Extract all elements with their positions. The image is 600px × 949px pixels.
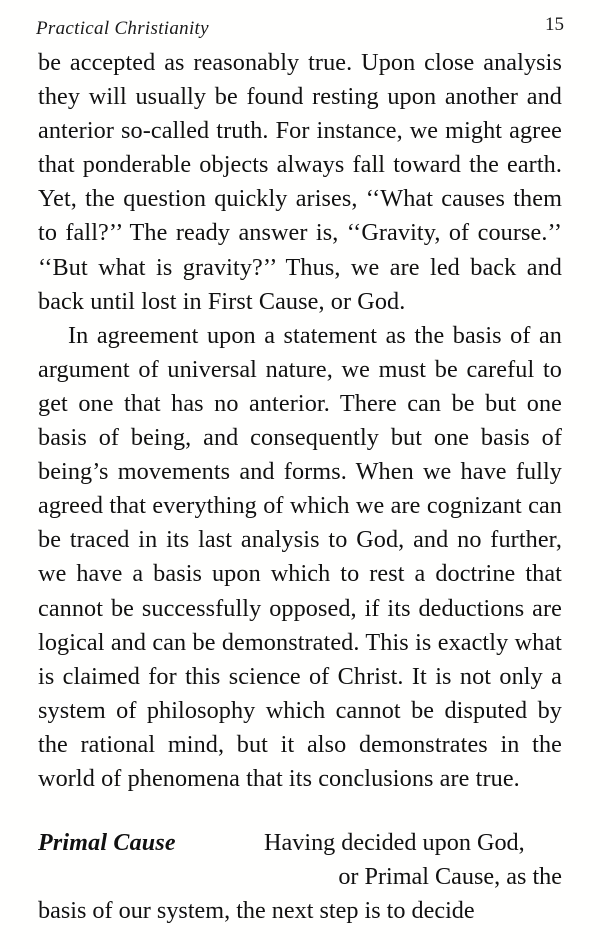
- page-number: 15: [545, 14, 564, 35]
- run-in-text-line-1: Having decided upon God,: [264, 829, 525, 857]
- section-primal-cause: [38, 826, 562, 928]
- body-text: [38, 46, 562, 928]
- book-title: Practical Christianity: [36, 18, 209, 39]
- section-continuation-line: basis of our system, the next step is to decide: [38, 897, 475, 925]
- running-head: [36, 14, 564, 42]
- run-in-text-line-2: or Primal Cause, as the: [338, 863, 562, 891]
- paragraph: be accepted as reasonably true. Upon close analysis they will usually be found resting upon another and anterior so-called truth. For instance, we might agree that ponderable objects always fall toward the earth. Yet, the question quickly arises, ‘‘What causes them to fall?’’ The ready answer is, ‘‘Gravity, of course.’’ ‘‘But what is gravity?’’ Thus, we are led back and back until lost in First Cause, or God.: [38, 49, 562, 315]
- run-in-first-line: [38, 826, 562, 860]
- paragraph-spacer: [38, 796, 562, 826]
- run-in-second-line: [38, 860, 562, 894]
- paragraph: In agreement upon a statement as the basis of an argument of universal nature, we must be careful to get one that has no anterior. There can be but one basis of being, and consequently but one basis of being’s movements and forms. When we have fully agreed that everything of which we are cognizant can be traced in its last analysis to God, and no further, we have a basis upon which to rest a doctrine that cannot be successfully opposed, if its deductions are logical and can be demonstrated. This is exactly what is claimed for this science of Christ. It is not only a system of philosophy which cannot be disputed by the rational mind, but it also demonstrates in the world of phenomena that its conclusions are true.: [38, 321, 562, 792]
- run-in-heading-block: [38, 826, 562, 894]
- section-heading: Primal Cause: [38, 830, 176, 857]
